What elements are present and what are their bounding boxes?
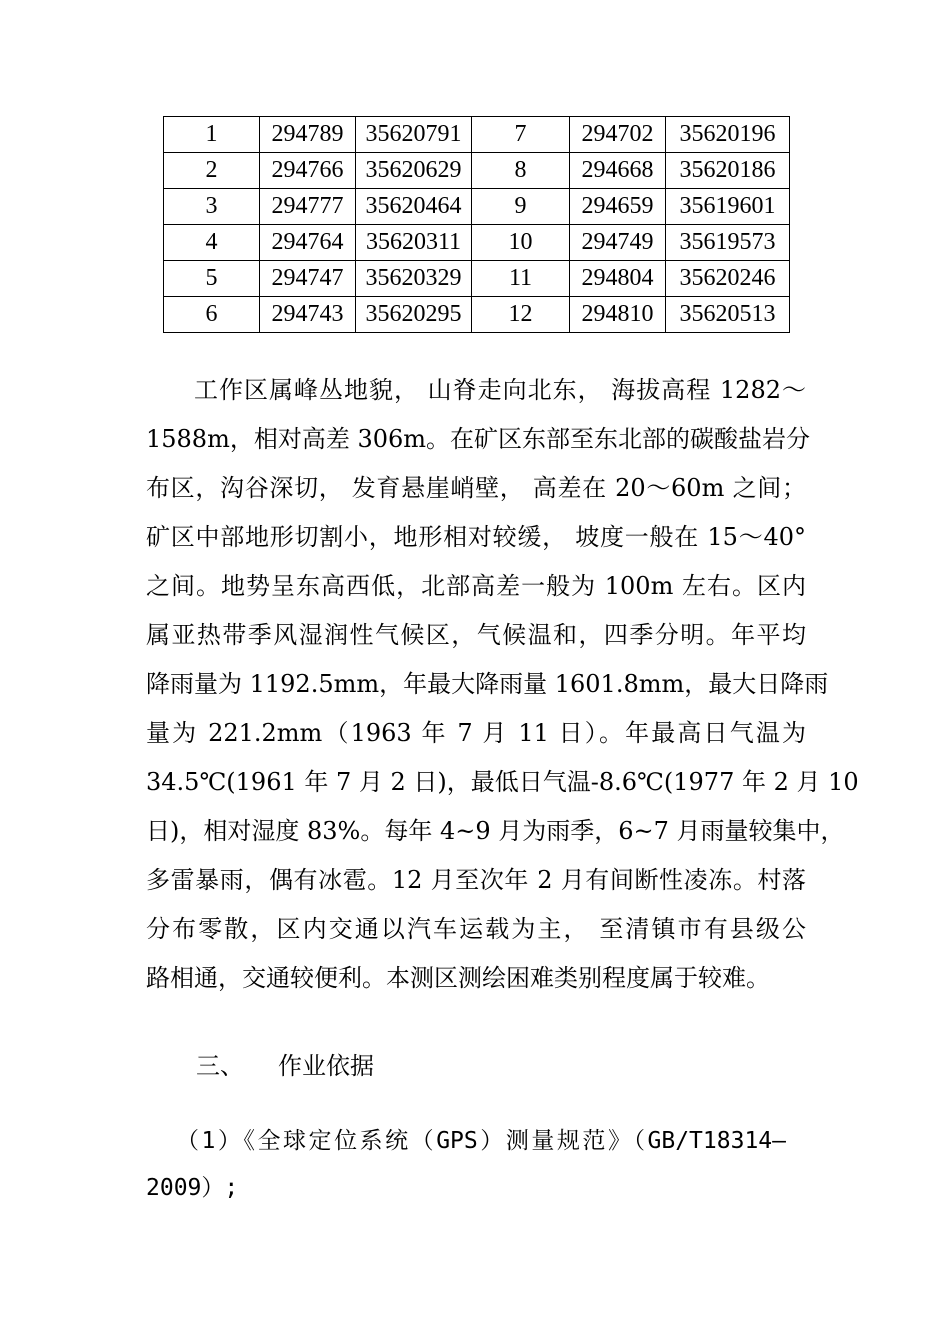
paragraph-line: 路相通，交通较便利。本测区测绘困难类别程度属于较难。 (146, 964, 770, 992)
table-cell: 8 (472, 153, 570, 189)
paragraph-line: 布区，沟谷深切， 发育悬崖峭壁， 高差在 20～60m 之间； (146, 474, 806, 502)
table-cell: 35620329 (356, 261, 472, 297)
paragraph-line: 34.5℃(1961 年 7 月 2 日)，最低日气温-8.6℃(1977 年 2 月 10 (146, 768, 859, 796)
table-cell: 35620629 (356, 153, 472, 189)
table-cell: 294764 (260, 225, 356, 261)
coordinate-table-body (164, 117, 790, 333)
table-cell: 7 (472, 117, 570, 153)
table-cell: 35620295 (356, 297, 472, 333)
paragraph-line: 量为 221.2mm（1963 年 7 月 11 日）。年最高日气温为 (146, 719, 806, 747)
coordinate-table (163, 116, 790, 333)
table-cell: 2 (164, 153, 260, 189)
table-row (164, 117, 790, 153)
table-row (164, 153, 790, 189)
table-cell: 35620791 (356, 117, 472, 153)
table-cell: 294659 (570, 189, 666, 225)
table-row (164, 189, 790, 225)
table-cell: 294789 (260, 117, 356, 153)
section-title: 作业依据 (278, 1052, 374, 1080)
paragraph-line: 分布零散，区内交通以汽车运载为主， 至清镇市有县级公 (146, 915, 806, 943)
table-cell: 5 (164, 261, 260, 297)
paragraph-line: 工作区属峰丛地貌， 山脊走向北东， 海拔高程 1282～ (194, 376, 806, 404)
table-cell: 294702 (570, 117, 666, 153)
table-cell: 1 (164, 117, 260, 153)
table-cell: 294749 (570, 225, 666, 261)
table-cell: 35620246 (666, 261, 790, 297)
table-cell: 294668 (570, 153, 666, 189)
paragraph-line: 矿区中部地形切割小，地形相对较缓， 坡度一般在 15～40° (146, 523, 806, 551)
paragraph-line: 多雷暴雨，偶有冰雹。12 月至次年 2 月有间断性凌冻。村落 (146, 866, 806, 894)
table-cell: 35620464 (356, 189, 472, 225)
table-cell: 3 (164, 189, 260, 225)
table-cell: 35620311 (356, 225, 472, 261)
table-row (164, 225, 790, 261)
reference-item (146, 1118, 786, 1212)
table-cell: 294777 (260, 189, 356, 225)
paragraph-line: 属亚热带季风湿润性气候区，气候温和，四季分明。年平均 (146, 621, 806, 649)
table-cell: 9 (472, 189, 570, 225)
table-row (164, 297, 790, 333)
table-cell: 4 (164, 225, 260, 261)
table-cell: 294804 (570, 261, 666, 297)
section-number: 三、 (196, 1052, 244, 1080)
paragraph-line: 日)，相对湿度 83%。每年 4~9 月为雨季，6~7 月雨量较集中， (146, 817, 845, 845)
table-cell: 35620186 (666, 153, 790, 189)
table-cell: 35619573 (666, 225, 790, 261)
table-cell: 294810 (570, 297, 666, 333)
table-cell: 35620513 (666, 297, 790, 333)
paragraph-line: 之间。地势呈东高西低，北部高差一般为 100m 左右。区内 (146, 572, 806, 600)
table-cell: 35620196 (666, 117, 790, 153)
table-cell: 294743 (260, 297, 356, 333)
table-row (164, 261, 790, 297)
paragraph-line: 降雨量为 1192.5mm，年最大降雨量 1601.8mm，最大日降雨 (146, 670, 829, 698)
reference-line: （1）《全球定位系统（GPS）测量规范》（GB/T18314— (176, 1128, 786, 1154)
table-cell: 35619601 (666, 189, 790, 225)
table-cell: 11 (472, 261, 570, 297)
paragraph-line: 1588m，相对高差 306m。在矿区东部至东北部的碳酸盐岩分 (146, 425, 811, 453)
table-cell: 10 (472, 225, 570, 261)
table-cell: 6 (164, 297, 260, 333)
table-cell: 294766 (260, 153, 356, 189)
overview-paragraph (146, 366, 859, 1003)
reference-line: 2009）; (146, 1175, 239, 1201)
section-heading (196, 1042, 374, 1091)
table-cell: 12 (472, 297, 570, 333)
table-cell: 294747 (260, 261, 356, 297)
